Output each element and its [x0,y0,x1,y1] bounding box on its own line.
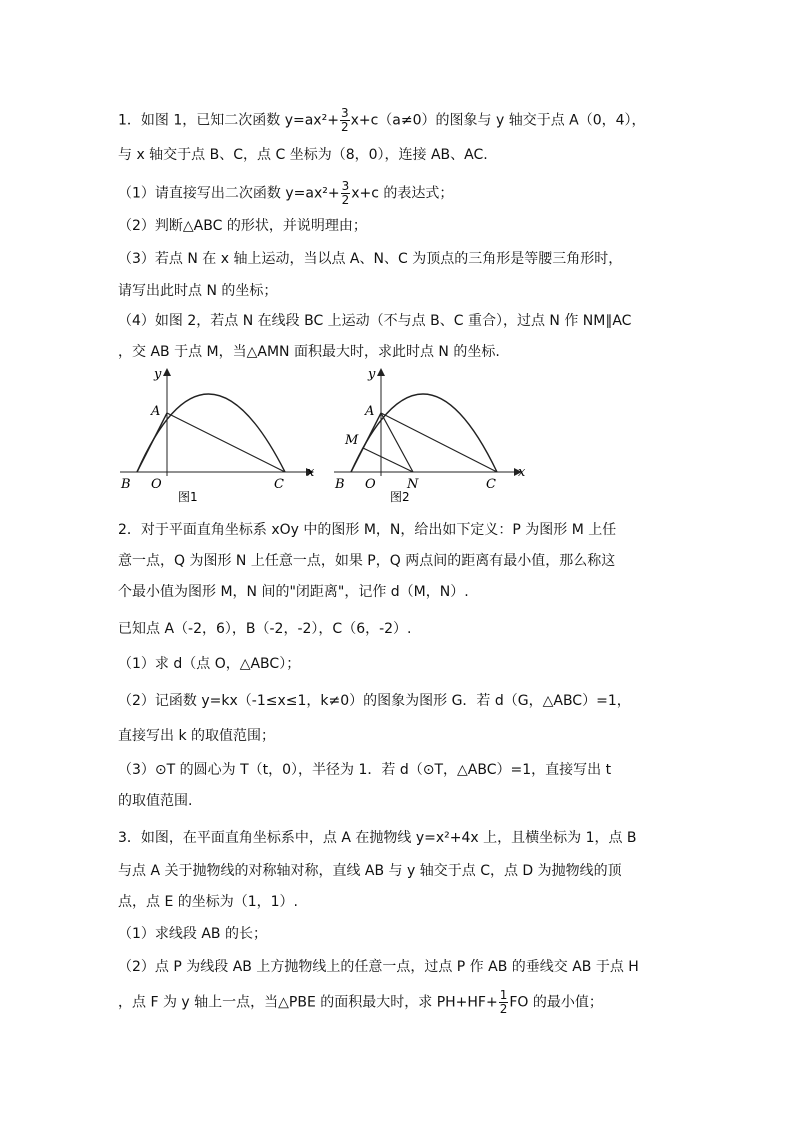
q2-line-2: 意一点，Q 为图形 N 上任意一点，如果 P，Q 两点间的距离有最小值，那么称这 [118,553,616,569]
fig2-segment-ac [381,413,497,472]
q1-fraction-2-den: 2 [341,193,350,207]
fig1-label-y: y [154,367,162,382]
fig1-label-c: C [274,477,284,492]
q3-line-6 [118,989,603,1016]
q1-line-2: 与 x 轴交于点 B、C，点 C 坐标为（8，0），连接 AB、AC. [118,147,488,163]
q3-line-1: 3．如图，在平面直角坐标系中，点 A 在抛物线 y=x²+4x 上，且横坐标为 1，点 B [118,830,637,846]
q1-line-3-pre: （1）请直接写出二次函数 y=ax²+ [118,185,340,202]
q3-line-2: 与点 A 关于抛物线的对称轴对称，直线 AB 与 y 轴交于点 C，点 D 为抛物线的顶 [118,863,622,879]
fig1-y-arrow [163,368,171,376]
q1-fraction-2-num: 3 [341,179,350,193]
q2-line-8: （3）⊙T 的圆心为 T（t，0），半径为 1．若 d（⊙T，△ABC）=1，直接写出 t [118,762,612,778]
q1-line-3 [118,180,453,207]
fig2-label-o: O [365,477,376,492]
fig2-label-x: x [518,465,526,480]
q1-line-7: （4）如图 2，若点 N 在线段 BC 上运动（不与点 B、C 重合），过点 N 作 NM∥AC [118,313,632,329]
q1-fraction-2 [341,180,351,207]
fig2-segment-mn [363,448,413,472]
fig2-label-a: A [365,404,375,419]
fig2-segment-an [381,413,413,472]
q1-line-3-post: x+c 的表达式； [351,185,454,202]
q1-fraction-num: 3 [340,106,349,120]
q2-line-4: 已知点 A（-2，6），B（-2，-2），C（6，-2）. [118,621,412,637]
fig1-segment-ac [167,413,285,472]
q2-line-6: （2）记函数 y=kx（-1≤x≤1，k≠0）的图象为图形 G．若 d（G，△ABC）=1， [118,693,631,709]
q3-line-6-pre: ，点 F 为 y 轴上一点，当△PBE 的面积最大时，求 PH+HF+ [118,994,498,1011]
q1-line-1-pre: 1．如图 1，已知二次函数 y=ax²+ [118,112,339,129]
fig2-label-y: y [368,367,376,382]
q3-fraction-num: 1 [499,988,508,1002]
q2-line-3: 个最小值为图形 M，N 间的"闭距离"，记作 d（M，N）. [118,584,469,600]
figure-2 [330,364,540,509]
q3-line-6-post: FO 的最小值； [509,994,603,1011]
q3-line-4: （1）求线段 AB 的长； [118,926,267,942]
q1-line-1-post: x+c（a≠0）的图象与 y 轴交于点 A（0，4）， [350,112,646,129]
figure-1 [116,364,326,509]
q1-line-8: ，交 AB 于点 M，当△AMN 面积最大时，求此时点 N 的坐标. [118,344,500,360]
q1-line-6: 请写出此时点 N 的坐标； [118,283,278,299]
fig2-label-n: N [407,477,419,492]
fig2-label-m: M [345,433,359,448]
fig1-label-o: O [151,477,162,492]
q1-line-1 [118,107,646,134]
q3-fraction [499,989,509,1016]
q2-line-5: （1）求 d（点 O，△ABC）； [118,656,301,672]
q3-line-3: 点，点 E 的坐标为（1，1）. [118,894,299,910]
q1-line-4: （2）判断△ABC 的形状，并说明理由； [118,218,367,234]
q1-fraction [340,107,350,134]
q2-line-1: 2．对于平面直角坐标系 xOy 中的图形 M，N，给出如下定义：P 为图形 M 上任 [118,522,617,538]
q1-fraction-den: 2 [340,120,349,134]
q3-line-5: （2）点 P 为线段 AB 上方抛物线上的任意一点，过点 P 作 AB 的垂线交 AB 于点 H [118,959,639,975]
fig1-label-a: A [151,404,161,419]
fig2-label-b: B [335,477,345,492]
fig1-label-x: x [307,465,315,480]
q2-line-7: 直接写出 k 的取值范围； [118,728,276,744]
q1-line-5: （3）若点 N 在 x 轴上运动，当以点 A、N、C 为顶点的三角形是等腰三角形时， [118,251,623,267]
fig2-label-c: C [486,477,496,492]
fig1-label-b: B [121,477,131,492]
fig1-segment-ab [137,413,167,472]
fig1-caption: 图1 [178,490,198,504]
fig2-caption: 图2 [390,490,410,504]
fig2-y-arrow [377,368,385,376]
q3-fraction-den: 2 [499,1002,508,1016]
q2-line-9: 的取值范围. [118,793,193,809]
